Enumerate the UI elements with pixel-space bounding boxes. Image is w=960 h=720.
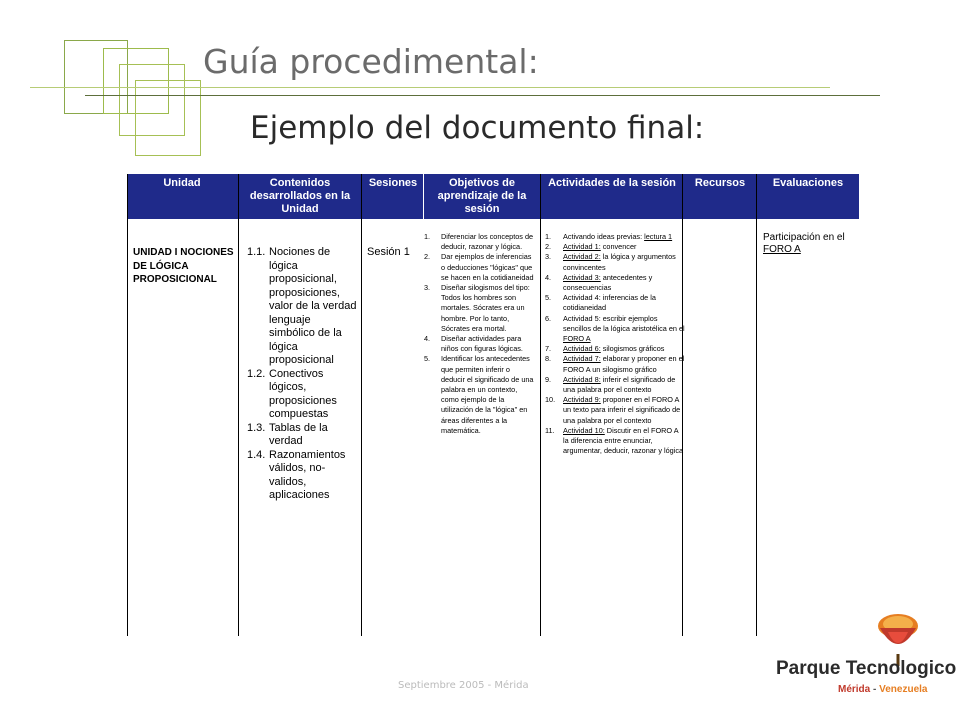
column-divider [756, 174, 757, 636]
list-number: 1.4. [247, 448, 266, 461]
list-number: 9. [545, 374, 552, 384]
column-divider [361, 174, 362, 636]
list-number: 2. [545, 242, 552, 252]
list-text: la lógica y argumentos convincentes [563, 252, 676, 272]
foro-a-link[interactable]: FORO A [763, 244, 801, 255]
list-text: Discutir en el FORO A la diferencia entre enunciar, argumentar, deducir, razonar y lógica [563, 425, 684, 456]
list-text: Conectivos lógicos, proposiciones compuestas [269, 367, 337, 420]
actividades-list [545, 232, 685, 456]
logo-name: Parque Tecnologico [776, 658, 957, 679]
list-text: Diseñar silogismos del tipo: Todos los hombres son mortales. Sócrates era un hombre. Por lo tanto, Sócrates era mortal. [441, 283, 530, 333]
parque-tecnologico-logo [770, 610, 957, 710]
column-divider [238, 174, 239, 636]
activity-link[interactable]: Actividad 1: [563, 242, 601, 252]
contenido-item [247, 246, 359, 368]
list-number: 1. [545, 232, 552, 241]
header-unidad: Unidad [163, 177, 201, 189]
slide-subtitle: Ejemplo del documento final: [250, 110, 705, 146]
list-number: 5. [545, 293, 552, 303]
contenido-item [247, 449, 359, 503]
actividad-item [545, 354, 685, 374]
activity-link[interactable]: Actividad 2: [563, 252, 601, 262]
activity-link[interactable]: lectura 1 [644, 232, 673, 241]
evaluacion-text: Participación en el [763, 232, 845, 243]
list-number: 1.3. [247, 421, 266, 434]
list-number: 8. [545, 354, 552, 364]
header-actividades: Actividades de la sesión [548, 177, 676, 189]
actividad-item [545, 242, 685, 252]
logo-place [838, 684, 927, 695]
list-number: 2. [424, 252, 431, 262]
table-header [127, 174, 859, 219]
list-text: Nociones de lógica proposicional, proposiciones, valor de la verdad lenguaje simbólico de la lógica proposicional [269, 246, 357, 366]
list-number: 10. [545, 395, 556, 405]
activity-link[interactable]: Actividad 7: [563, 354, 601, 364]
unidad-cell: UNIDAD I NOCIONES DE LÓGICA PROPOSICIONAL [133, 247, 234, 285]
list-number: 7. [545, 344, 552, 354]
contenido-item [247, 422, 359, 449]
list-number: 4. [424, 334, 431, 344]
activity-link[interactable]: Actividad 6: [563, 344, 601, 354]
list-number: 11. [545, 425, 555, 435]
objetivo-item [424, 232, 534, 252]
list-number: 5. [424, 354, 431, 364]
list-number: 1.1. [247, 246, 266, 258]
actividad-item [545, 344, 685, 354]
list-text: elaborar y proponer en el FORO A un silogismo gráfico [563, 354, 685, 374]
list-number: 6. [545, 313, 552, 323]
actividad-item [545, 395, 685, 426]
list-text: Diseñar actividades para niños con figuras lógicas. [441, 334, 523, 354]
actividad-item [545, 426, 685, 457]
logo-place-city: Mérida [838, 684, 871, 695]
evaluaciones-cell [763, 232, 857, 256]
objetivo-item [424, 283, 534, 334]
objetivos-list [424, 232, 534, 436]
actividad-item [545, 273, 685, 293]
footer-text: Septiembre 2005 - Mérida [398, 680, 529, 691]
contenidos-cell [247, 246, 359, 503]
list-text: Diferenciar los conceptos de deducir, razonar y lógica. [441, 232, 534, 252]
list-text: Actividad 4: inferencias de la cotidianeidad [563, 293, 656, 313]
contenido-item [247, 368, 359, 422]
logo-place-separator: - [870, 684, 880, 695]
column-divider [540, 174, 541, 636]
header-contenidos: Contenidos desarrollados en la Unidad [249, 177, 351, 215]
header-objetivos: Objetivos de aprendizaje de la sesión [437, 177, 527, 215]
table-border [127, 174, 128, 636]
activity-link[interactable]: Actividad 9: [563, 395, 601, 405]
list-number: 4. [545, 272, 552, 282]
activity-link[interactable]: Actividad 10: [563, 425, 605, 435]
list-number: 3. [545, 252, 552, 262]
list-text: Razonamientos válidos, no-validos, aplicaciones [269, 448, 346, 501]
activity-link[interactable]: Actividad 3: [563, 272, 601, 282]
decor-line [30, 87, 830, 88]
objetivo-item [424, 252, 534, 283]
list-number: 1.2. [247, 367, 266, 380]
header-sesiones: Sesiones [368, 177, 418, 189]
list-text: Actividad 5: escribir ejemplos sencillos de la lógica aristotélica en el [563, 313, 685, 333]
sesion-cell: Sesión 1 [367, 246, 410, 258]
logo-place-country: Venezuela [879, 684, 928, 695]
objetivos-cell [424, 232, 534, 436]
list-text: inferir el significado de una palabra por el contexto [563, 374, 676, 395]
actividad-item [545, 375, 685, 395]
decor-square [135, 80, 201, 156]
slide-title: Guía procedimental: [203, 42, 539, 81]
list-text: silogismos gráficos [600, 344, 665, 354]
list-text: Tablas de la verdad [269, 421, 328, 447]
actividades-cell [545, 232, 685, 456]
header-evaluaciones: Evaluaciones [772, 177, 844, 189]
objetivo-item [424, 354, 534, 436]
actividad-item [545, 314, 685, 345]
activity-link[interactable]: Actividad 8: [563, 374, 601, 384]
actividad-item [545, 232, 685, 242]
list-text: proponer en el FORO A un texto para inferir el significado de una palabra por el contexto [563, 395, 681, 425]
document-table [127, 174, 859, 636]
contenidos-list [247, 246, 359, 503]
actividad-item [545, 252, 685, 272]
list-text: convencer [600, 242, 637, 252]
activity-link[interactable]: FORO A [563, 334, 591, 344]
list-number: 1. [424, 232, 431, 241]
actividad-item [545, 293, 685, 313]
list-text: Dar ejemplos de inferencias o deducciones "lógicas" que se hacen en la cotidianeidad [441, 252, 534, 282]
list-text: Identificar los antecedentes que permiten inferir o deducir el significado de una palabra en un contexto, como ejemplo de la utilización de la "lógica" en áreas diferentes a la matemática. [441, 354, 534, 435]
decor-line [85, 95, 880, 96]
header-recursos: Recursos [694, 177, 746, 189]
column-divider [423, 174, 424, 219]
objetivo-item [424, 334, 534, 354]
list-number: 3. [424, 283, 431, 293]
list-text: antecedentes y consecuencias [563, 272, 653, 293]
list-text: Activando ideas previas: [563, 232, 645, 241]
